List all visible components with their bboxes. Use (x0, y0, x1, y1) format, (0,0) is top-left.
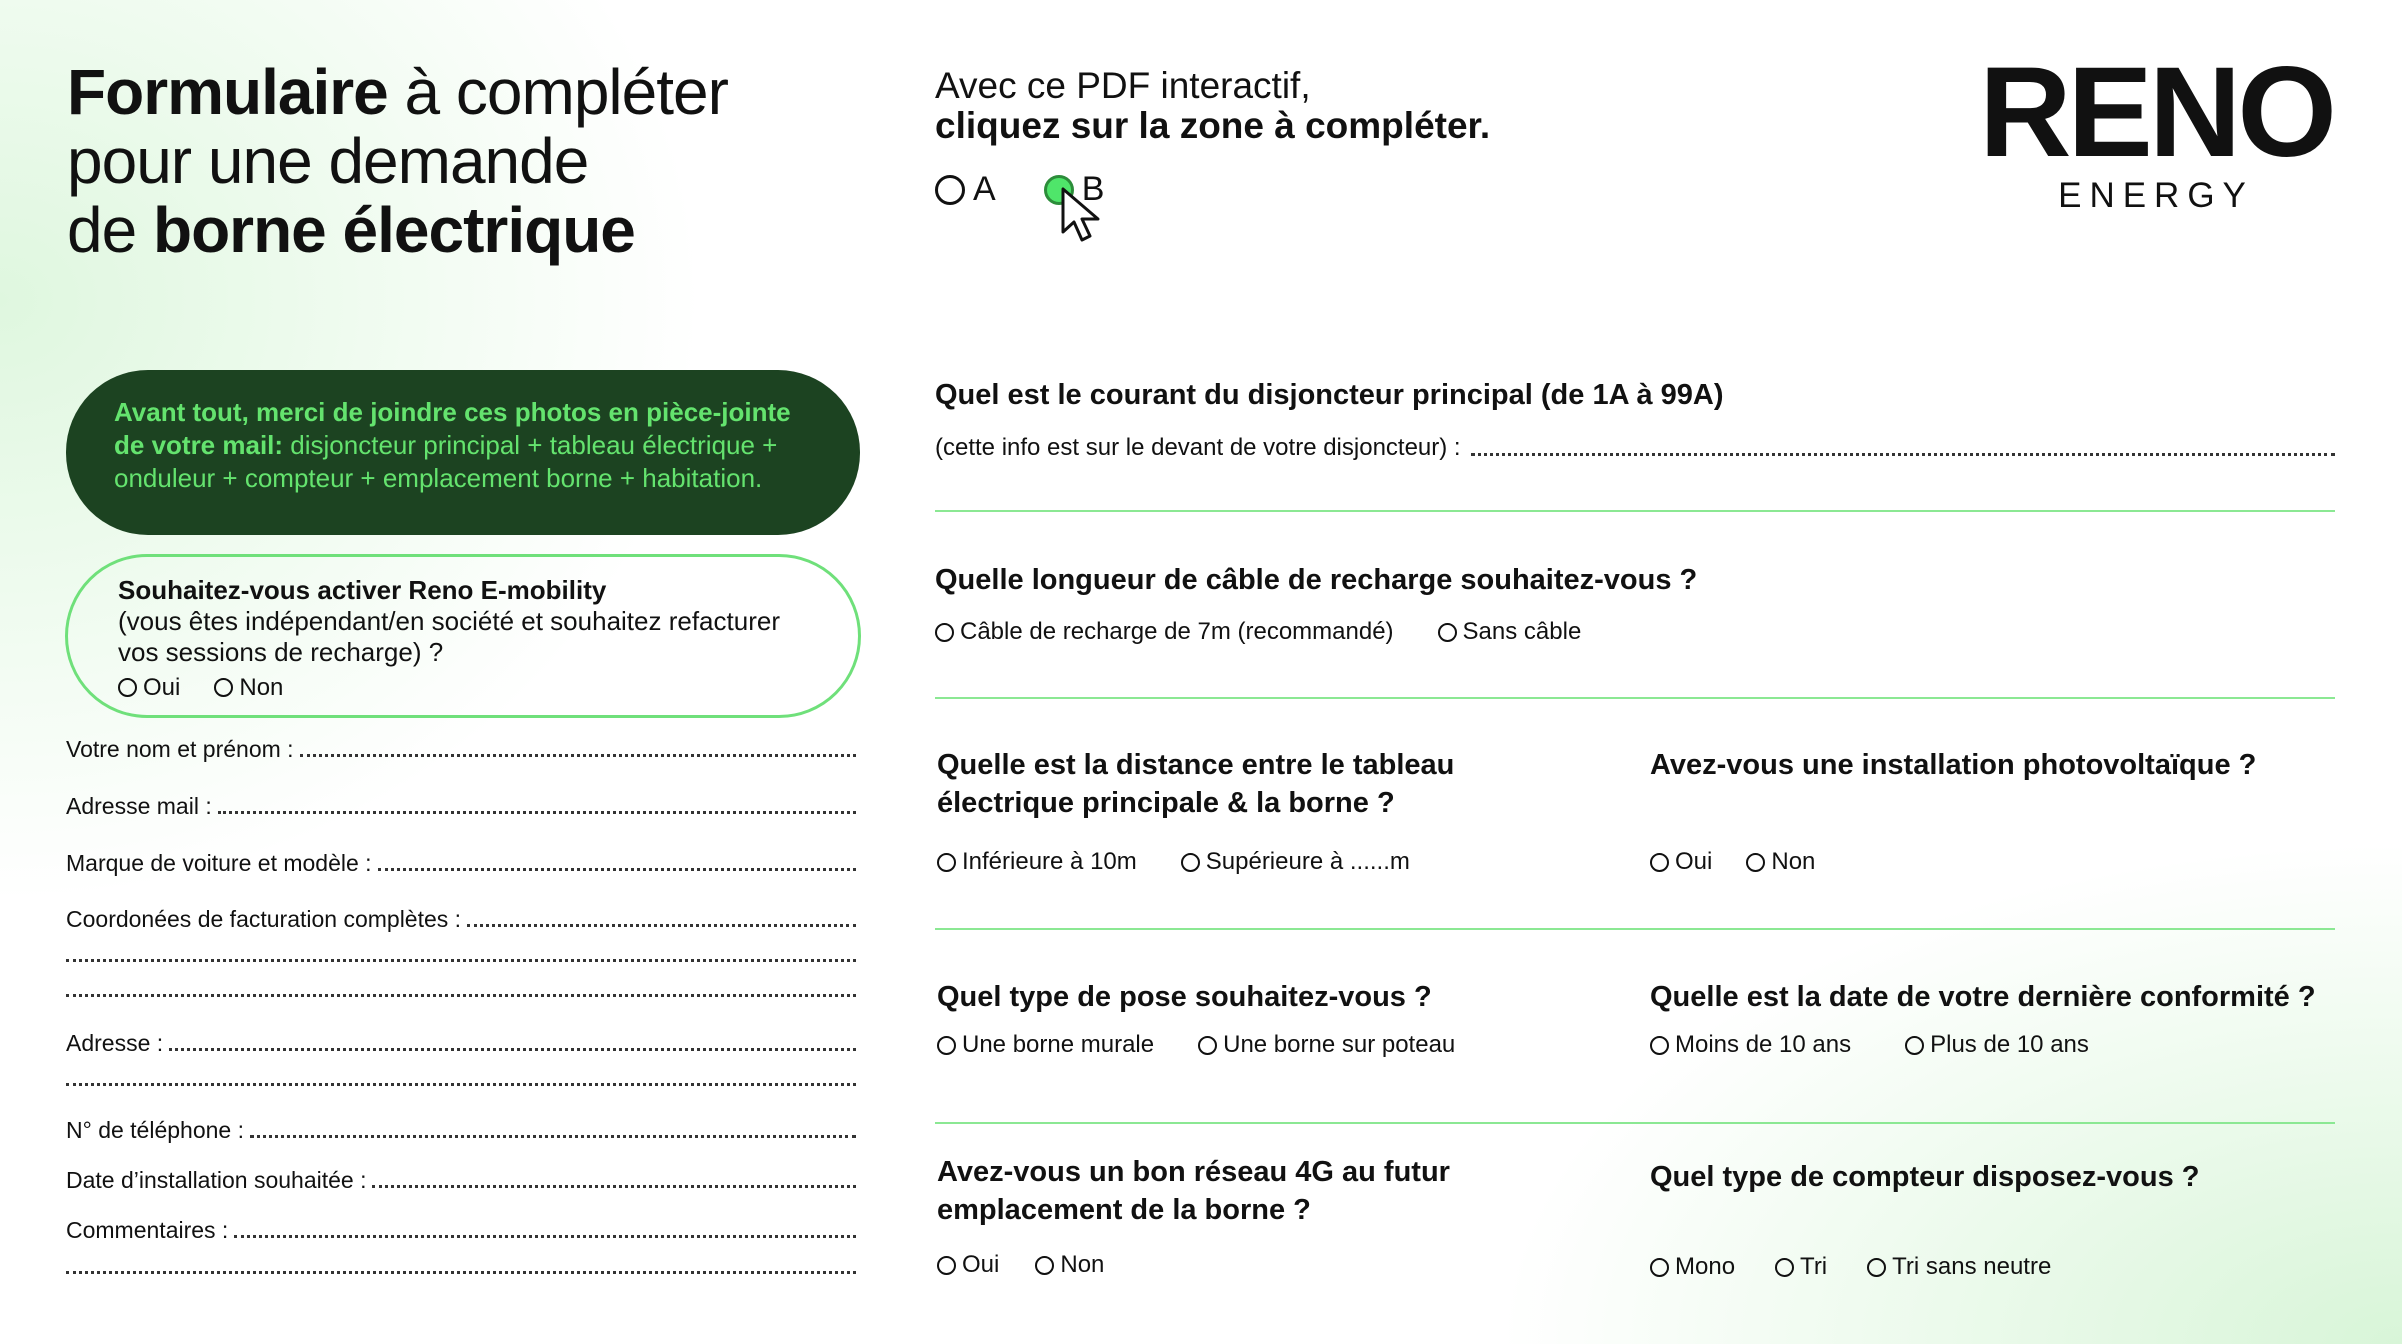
title-bold-1: Formulaire (67, 56, 388, 128)
emobility-box (65, 554, 861, 718)
pose-murale-option[interactable] (937, 1031, 1154, 1059)
title-rest-1: à compléter (387, 56, 728, 128)
intro-line-1: Avec ce PDF interactif, (935, 65, 1311, 106)
reseau-oui[interactable] (937, 1251, 999, 1279)
conformite-options (1650, 1031, 2089, 1059)
option-label: Mono (1675, 1253, 1736, 1280)
radio-icon (935, 623, 954, 642)
title-prefix-3: de (67, 194, 153, 266)
divider (935, 697, 2335, 699)
photovoltaique-oui[interactable] (1650, 848, 1712, 876)
cable-7m-option[interactable] (935, 618, 1394, 646)
dotted-line (467, 924, 856, 927)
option-label: Tri sans neutre (1892, 1253, 2052, 1280)
field-label: Votre nom et prénom : (66, 736, 294, 762)
reseau-non[interactable] (1035, 1251, 1104, 1279)
dotted-line (66, 994, 856, 997)
intro-text (935, 66, 1490, 146)
field-nom[interactable] (66, 733, 856, 763)
divider (935, 1122, 2335, 1124)
option-label: Oui (962, 1251, 1000, 1278)
field-voiture[interactable] (66, 847, 856, 877)
title-line-2: pour une demande (67, 125, 589, 197)
field-commentaires[interactable] (66, 1214, 856, 1244)
distance-more-option[interactable] (1181, 848, 1410, 876)
field-date[interactable] (66, 1164, 856, 1194)
dotted-line (234, 1235, 856, 1238)
cable-options (935, 618, 1581, 646)
logo-sub: ENERGY (2058, 176, 2254, 215)
field-label: Coordonées de facturation complètes : (66, 906, 462, 932)
pose-options (937, 1031, 1455, 1059)
radio-icon (214, 678, 233, 697)
question-conformite: Quelle est la date de votre dernière conformité ? (1650, 981, 2316, 1013)
field-telephone[interactable] (66, 1114, 856, 1144)
radio-icon (1746, 853, 1765, 872)
radio-icon (1650, 853, 1669, 872)
radio-icon (1650, 1258, 1669, 1277)
photos-notice-bold: Avant tout, merci de joindre ces photos en pièce-jointe de votre mail: (114, 397, 791, 460)
reno-energy-logo (1975, 41, 2337, 216)
dotted-line (300, 754, 856, 757)
conformite-plus-option[interactable] (1905, 1031, 2089, 1059)
field-courant[interactable] (935, 430, 2335, 462)
option-label: Une borne sur poteau (1223, 1031, 1456, 1058)
radio-icon (937, 1256, 956, 1275)
radio-icon (935, 175, 965, 205)
radio-icon (1905, 1036, 1924, 1055)
dotted-line (66, 1271, 856, 1274)
radio-icon (937, 1036, 956, 1055)
option-label: Supérieure à ......m (1205, 848, 1410, 875)
photovoltaique-non[interactable] (1746, 848, 1815, 876)
radio-icon (1867, 1258, 1886, 1277)
field-label: Date d’installation souhaitée : (66, 1167, 367, 1193)
dotted-line (1471, 453, 2335, 456)
option-a-label: A (973, 170, 996, 208)
question-pose: Quel type de pose souhaitez-vous ? (937, 981, 1432, 1013)
intro-line-2: cliquez sur la zone à compléter. (935, 105, 1491, 146)
example-option-a[interactable] (935, 170, 996, 209)
field-facturation[interactable] (66, 903, 856, 933)
option-label: Sans câble (1462, 618, 1582, 645)
field-label: Marque de voiture et modèle : (66, 850, 372, 876)
option-label: Non (1771, 848, 1816, 875)
field-facturation-line-3[interactable] (66, 973, 856, 1003)
radio-icon (1438, 623, 1457, 642)
compteur-tri-sans-neutre[interactable] (1867, 1253, 2051, 1281)
radio-icon (1198, 1036, 1217, 1055)
dotted-line (169, 1048, 856, 1051)
radio-icon (118, 678, 137, 697)
cable-none-option[interactable] (1438, 618, 1582, 646)
option-label: Non (239, 674, 284, 701)
question-photovoltaique: Avez-vous une installation photovoltaïque ? (1650, 749, 2257, 781)
logo-word: RENO (1979, 41, 2333, 184)
option-label: Une borne murale (962, 1031, 1155, 1058)
option-label: Plus de 10 ans (1930, 1031, 2089, 1058)
photovoltaique-options (1650, 848, 1815, 876)
option-label: Inférieure à 10m (962, 848, 1137, 875)
reseau-options (937, 1251, 1104, 1279)
radio-icon (1035, 1256, 1054, 1275)
emobility-oui[interactable] (118, 672, 180, 703)
field-label: N° de téléphone : (66, 1117, 244, 1143)
dotted-line (66, 959, 856, 962)
dotted-line (218, 811, 856, 814)
option-label: Moins de 10 ans (1675, 1031, 1852, 1058)
question-compteur: Quel type de compteur disposez-vous ? (1650, 1161, 2200, 1193)
option-b-label: B (1081, 170, 1105, 208)
radio-icon (1181, 853, 1200, 872)
field-facturation-line-2[interactable] (66, 938, 856, 968)
question-courant: Quel est le courant du disjoncteur principal (de 1A à 99A) (935, 379, 1724, 411)
page-title (67, 58, 887, 265)
emobility-question: Souhaitez-vous activer Reno E-mobility (118, 575, 607, 605)
question-courant-sub: (cette info est sur le devant de votre disjoncteur) : (935, 434, 1461, 461)
dotted-line (372, 1185, 856, 1188)
field-adresse[interactable] (66, 1027, 856, 1057)
radio-icon (1775, 1258, 1794, 1277)
dotted-line (378, 868, 856, 871)
option-label: Oui (1675, 848, 1713, 875)
field-adresse-line-2[interactable] (66, 1062, 856, 1092)
photos-notice-rest: disjoncteur principal + tableau électrique + onduleur + compteur + emplacement borne + habitation. (114, 430, 778, 493)
dotted-line (66, 1083, 856, 1086)
title-bold-3: borne électrique (152, 194, 635, 266)
distance-options (937, 848, 1410, 876)
compteur-mono[interactable] (1650, 1253, 1735, 1281)
radio-icon (937, 853, 956, 872)
field-email[interactable] (66, 790, 856, 820)
field-label: Adresse : (66, 1030, 164, 1056)
option-label: Câble de recharge de 7m (recommandé) (960, 618, 1394, 645)
distance-less-option[interactable] (937, 848, 1137, 876)
option-label: Tri (1800, 1253, 1828, 1280)
question-reseau: Avez-vous un bon réseau 4G au futur emplacement de la borne ? (937, 1156, 1450, 1226)
question-distance: Quelle est la distance entre le tableau électrique principale & la borne ? (937, 749, 1455, 819)
field-commentaires-line-2[interactable] (66, 1250, 856, 1280)
emobility-non[interactable] (214, 672, 283, 703)
option-label: Oui (143, 674, 181, 701)
divider (935, 928, 2335, 930)
field-label: Adresse mail : (66, 793, 212, 819)
option-label: Non (1060, 1251, 1105, 1278)
radio-icon (1650, 1036, 1669, 1055)
photos-notice (66, 370, 860, 535)
cursor-icon (1060, 186, 1106, 246)
emobility-detail: (vous êtes indépendant/en société et souhaitez refacturer vos sessions de recharge) ? (118, 606, 780, 667)
question-cable: Quelle longueur de câble de recharge souhaitez-vous ? (935, 564, 1698, 596)
dotted-line (250, 1135, 856, 1138)
compteur-tri[interactable] (1775, 1253, 1827, 1281)
field-label: Commentaires : (66, 1217, 229, 1243)
divider (935, 510, 2335, 512)
compteur-options (1650, 1253, 2051, 1281)
conformite-moins-option[interactable] (1650, 1031, 1851, 1059)
pose-poteau-option[interactable] (1198, 1031, 1455, 1059)
